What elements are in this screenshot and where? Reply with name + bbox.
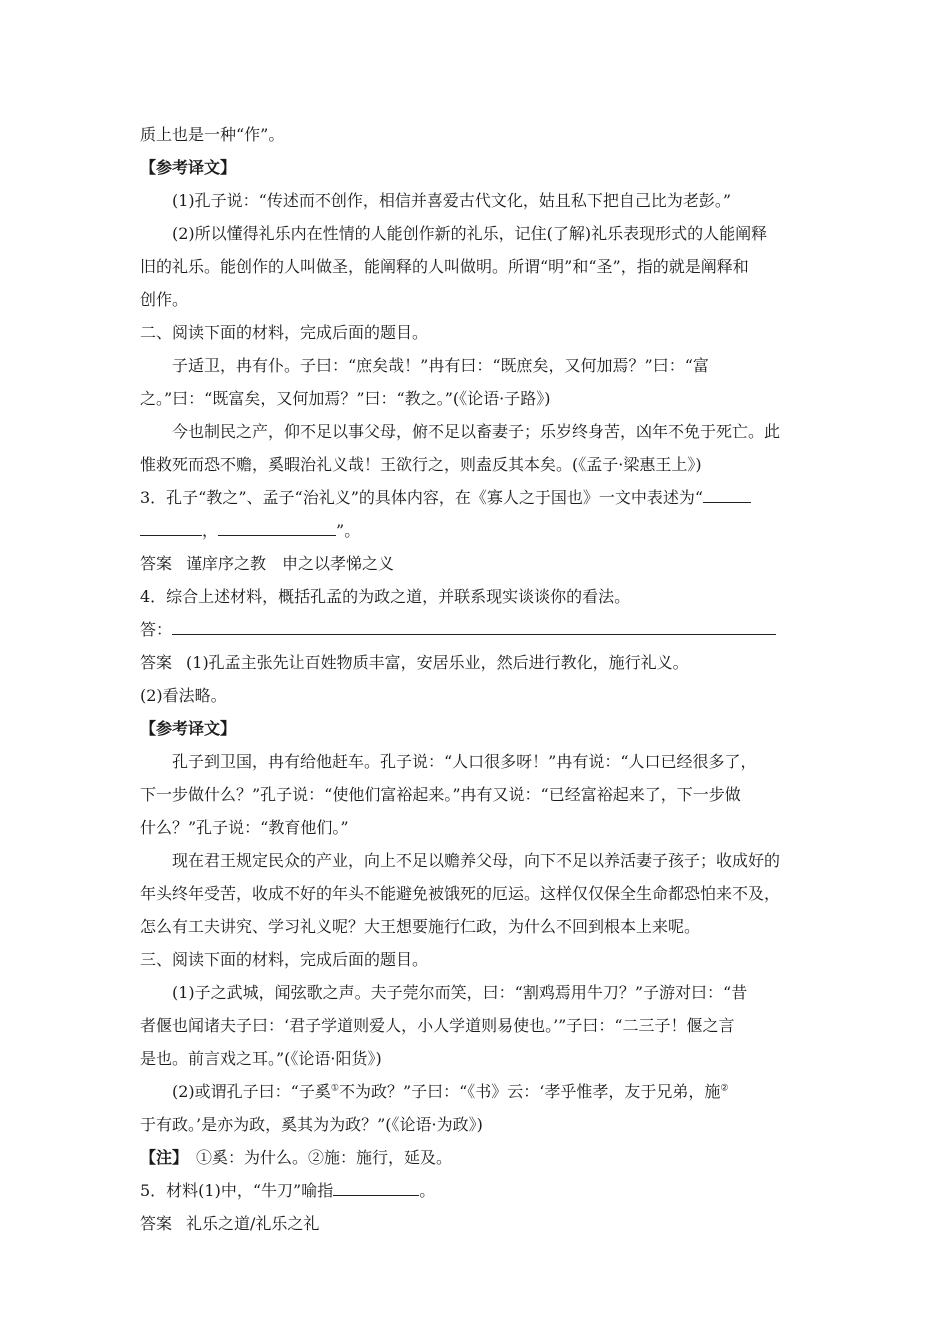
- text-line: 惟救死而恐不赡，奚暇治礼义哉！王欲行之，则盍反其本矣。(《孟子·梁惠王上》): [140, 455, 702, 474]
- answer-line: [140, 547, 812, 580]
- answer-blank[interactable]: [333, 1175, 419, 1196]
- question-3: [140, 481, 812, 514]
- answer-label: 答案: [140, 1214, 173, 1233]
- question-5: [140, 1174, 812, 1207]
- question-text: 。: [419, 1181, 436, 1200]
- section-title: 三、阅读下面的材料，完成后面的题目。: [140, 950, 429, 969]
- question-text: ，: [202, 521, 219, 540]
- section-heading: 【参考译文】: [140, 719, 237, 738]
- answer-label: 答案: [140, 554, 173, 573]
- answer-line: [140, 646, 812, 679]
- text-line: 于有政。’是亦为政，奚其为为政？”(《论语·为政》): [140, 1115, 483, 1134]
- answer-line: [140, 1207, 812, 1240]
- footnote-marker: ①: [330, 1083, 339, 1094]
- text-line: (2)所以懂得礼乐内在性情的人能创作新的礼乐，记住(了解)礼乐表现形式的人能阐释: [172, 224, 768, 243]
- text-line: 质上也是一种“作”。: [140, 125, 285, 144]
- answer-text: 礼乐之道/礼乐之礼: [186, 1214, 320, 1233]
- text-segment: (2)或谓孔子曰：“子奚: [172, 1082, 331, 1101]
- answer-blank[interactable]: [218, 515, 336, 536]
- text-line: 今也制民之产，仰不足以事父母，俯不足以畜妻子；乐岁终身苦，凶年不免于死亡。此: [172, 422, 781, 441]
- answer-input-line: [140, 613, 812, 646]
- text-line: 之。”曰：“既富矣，又何加焉？”曰：“教之。”(《论语·子路》): [140, 389, 551, 408]
- text-line: 现在君王规定民众的产业，向上不足以赡养父母，向下不足以养活妻子孩子；收成好的: [172, 851, 781, 870]
- text-line: 孔子到卫国，冉有给他赶车。孔子说：“人口很多呀！”冉有说：“人口已经很多了，: [172, 752, 757, 771]
- question-text: 3．孔子“教之”、孟子“治礼义”的具体内容，在《寡人之于国也》一文中表述为“: [140, 488, 704, 507]
- text-line: 下一步做什么？”孔子说：“使他们富裕起来。”冉有又说：“已经富裕起来了，下一步做: [140, 785, 741, 804]
- answer-text: (1)孔孟主张先让百姓物质丰富，安居乐业，然后进行教化，施行礼义。: [186, 653, 689, 672]
- answer-blank[interactable]: [172, 614, 776, 635]
- text-line: 怎么有工夫讲究、学习礼义呢？大王想要施行仁政，为什么不回到根本上来呢。: [140, 917, 701, 936]
- text-line: (2)看法略。: [140, 686, 227, 705]
- text-line: (1)子之武城，闻弦歌之声。夫子莞尔而笑，曰：“割鸡焉用牛刀？”子游对曰：“昔: [172, 983, 748, 1002]
- answer-blank[interactable]: [703, 482, 751, 503]
- question-text: 5．材料(1)中，“牛刀”喻指: [140, 1181, 334, 1200]
- text-line: [140, 1075, 812, 1108]
- text-line: 年头终年受苦，收成不好的年头不能避免被饿死的厄运。这样仅仅保全生命都恐怕来不及，: [140, 884, 781, 903]
- note-line: [140, 1141, 812, 1174]
- question-text: ”。: [336, 521, 361, 540]
- note-text: ①奚：为什么。②施：施行，延及。: [196, 1148, 453, 1167]
- text-segment: 不为政？”子曰：“《书》云：‘孝乎惟孝，友于兄弟，施: [338, 1082, 721, 1101]
- text-line: 是也。前言戏之耳。”(《论语·阳货》): [140, 1049, 382, 1068]
- text-line: 者偃也闻诸夫子曰：‘君子学道则爱人，小人学道则易使也。’”子曰：“二三子！偃之言: [140, 1016, 735, 1035]
- answer-text: 谨庠序之教 申之以孝悌之义: [186, 554, 395, 573]
- text-line: 什么？”孔子说：“教育他们。”: [140, 818, 349, 837]
- section-heading: 【参考译文】: [140, 158, 237, 177]
- footnote-marker: ②: [720, 1083, 729, 1094]
- text-line: (1)孔子说：“传述而不创作，相信并喜爱古代文化，姑且私下把自己比为老彭。”: [172, 191, 732, 210]
- text-line: 子适卫，冉有仆。子曰：“庶矣哉！”冉有曰：“既庶矣，又何加焉？”曰：“富: [172, 356, 709, 375]
- section-title: 二、阅读下面的材料，完成后面的题目。: [140, 323, 429, 342]
- text-line: 旧的礼乐。能创作的人叫做圣，能阐释的人叫做明。所谓“明”和“圣”，指的就是阐释和: [140, 257, 749, 276]
- answer-blank[interactable]: [140, 515, 202, 536]
- text-line: 创作。: [140, 290, 189, 309]
- question-4: 4．综合上述材料，概括孔孟的为政之道，并联系现实谈谈你的看法。: [140, 587, 631, 606]
- answer-prefix: 答：: [140, 620, 173, 639]
- answer-label: 答案: [140, 653, 173, 672]
- question-3-continued: [140, 514, 812, 547]
- document-page: [140, 118, 812, 1240]
- note-label: 【注】: [140, 1148, 189, 1167]
